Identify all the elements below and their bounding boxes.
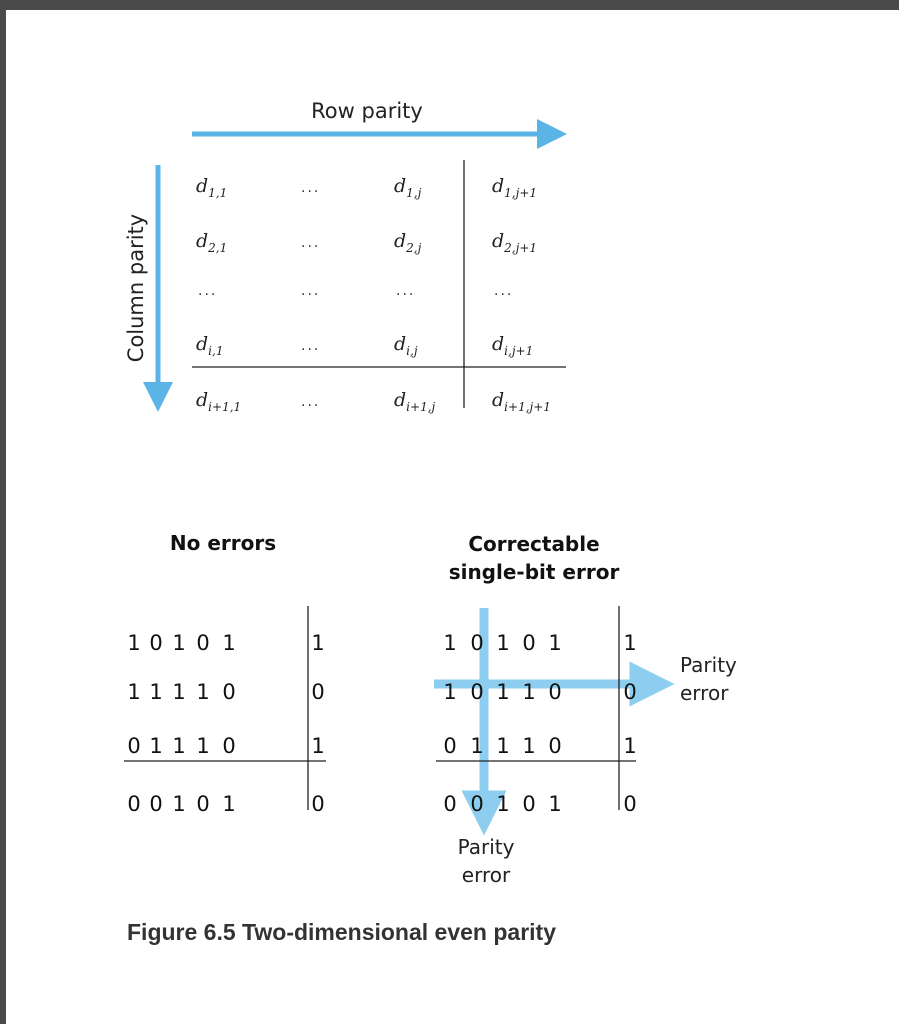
bit-cell: 1 bbox=[127, 680, 141, 704]
correctable-bits bbox=[443, 631, 636, 816]
no-errors-title: No errors bbox=[169, 531, 277, 555]
bit-cell: 0 bbox=[222, 680, 236, 704]
row-parity-error-label-line1: Parity bbox=[680, 653, 737, 677]
matrix-cell: $d_{i+1,1}$ bbox=[196, 389, 242, 414]
ellipsis-cell: ... bbox=[198, 283, 218, 299]
bit-cell: 1 bbox=[443, 631, 457, 655]
bit-cell: 1 bbox=[496, 792, 510, 816]
bit-cell: 0 bbox=[127, 792, 141, 816]
matrix-cell: $d_{i,1}$ bbox=[196, 333, 224, 358]
matrix-cell: $d_{1,1}$ bbox=[196, 175, 228, 200]
row-parity-error-label-line2: error bbox=[680, 681, 729, 705]
bit-cell: 0 bbox=[623, 792, 637, 816]
column-parity-label: Column parity bbox=[124, 213, 148, 363]
bit-cell: 1 bbox=[311, 631, 325, 655]
bit-cell: 0 bbox=[548, 734, 562, 758]
bit-cell: 1 bbox=[496, 734, 510, 758]
bit-cell: 1 bbox=[172, 631, 186, 655]
row-parity-label: Row parity bbox=[311, 99, 423, 123]
top-matrix-cells bbox=[196, 175, 551, 414]
bit-cell: 0 bbox=[149, 631, 163, 655]
bit-cell: 0 bbox=[623, 680, 637, 704]
figure-caption: Figure 6.5 Two-dimensional even parity bbox=[127, 919, 557, 945]
matrix-cell: $d_{2,j}$ bbox=[394, 230, 422, 255]
bit-cell: 1 bbox=[149, 680, 163, 704]
bit-cell: 1 bbox=[196, 680, 210, 704]
correctable-title-line1: Correctable bbox=[468, 532, 600, 556]
bit-cell: 1 bbox=[522, 680, 536, 704]
matrix-cell: $d_{1,j}$ bbox=[394, 175, 422, 200]
bit-cell: 0 bbox=[522, 631, 536, 655]
bit-cell: 1 bbox=[172, 792, 186, 816]
ellipsis-cell: ... bbox=[301, 394, 321, 410]
ellipsis-cell: ... bbox=[301, 338, 321, 354]
bit-cell: 0 bbox=[470, 680, 484, 704]
column-parity-error-label-line2: error bbox=[461, 863, 511, 887]
matrix-cell: $d_{2,j+1}$ bbox=[492, 230, 538, 255]
bit-cell: 1 bbox=[443, 680, 457, 704]
bit-cell: 1 bbox=[496, 631, 510, 655]
bit-cell: 1 bbox=[127, 631, 141, 655]
bit-cell: 0 bbox=[196, 792, 210, 816]
bit-cell: 1 bbox=[311, 734, 325, 758]
matrix-cell: $d_{i+1,j+1}$ bbox=[492, 389, 551, 414]
bit-cell: 0 bbox=[443, 734, 457, 758]
bit-cell: 0 bbox=[311, 792, 325, 816]
matrix-cell: $d_{2,1}$ bbox=[196, 230, 228, 255]
column-parity-error-label-line1: Parity bbox=[457, 835, 515, 859]
correctable-title-line2: single-bit error bbox=[448, 560, 620, 584]
bit-cell: 0 bbox=[522, 792, 536, 816]
bit-cell: 1 bbox=[522, 734, 536, 758]
bit-cell: 1 bbox=[172, 680, 186, 704]
bit-cell: 0 bbox=[470, 631, 484, 655]
matrix-cell: $d_{1,j+1}$ bbox=[492, 175, 538, 200]
ellipsis-cell: ... bbox=[301, 180, 321, 196]
bit-cell: 0 bbox=[196, 631, 210, 655]
figure-svg bbox=[6, 10, 899, 1024]
bit-cell: 0 bbox=[149, 792, 163, 816]
bit-cell: 1 bbox=[470, 734, 484, 758]
matrix-cell: $d_{i+1,j}$ bbox=[394, 389, 436, 414]
bit-cell: 1 bbox=[623, 631, 637, 655]
figure-page bbox=[6, 10, 899, 1024]
no-errors-bits bbox=[127, 631, 324, 816]
bit-cell: 1 bbox=[172, 734, 186, 758]
bit-cell: 1 bbox=[623, 734, 637, 758]
ellipsis-cell: ... bbox=[494, 283, 514, 299]
matrix-cell: $d_{i,j}$ bbox=[394, 333, 418, 358]
bit-cell: 0 bbox=[470, 792, 484, 816]
matrix-cell: $d_{i,j+1}$ bbox=[492, 333, 534, 358]
ellipsis-cell: ... bbox=[396, 283, 416, 299]
bit-cell: 0 bbox=[222, 734, 236, 758]
bit-cell: 1 bbox=[548, 631, 562, 655]
bit-cell: 0 bbox=[443, 792, 457, 816]
bit-cell: 1 bbox=[548, 792, 562, 816]
bit-cell: 1 bbox=[149, 734, 163, 758]
bit-cell: 1 bbox=[496, 680, 510, 704]
bit-cell: 0 bbox=[311, 680, 325, 704]
bit-cell: 1 bbox=[196, 734, 210, 758]
bit-cell: 0 bbox=[548, 680, 562, 704]
bit-cell: 1 bbox=[222, 792, 236, 816]
ellipsis-cell: ... bbox=[301, 283, 321, 299]
ellipsis-cell: ... bbox=[301, 235, 321, 251]
bit-cell: 1 bbox=[222, 631, 236, 655]
bit-cell: 0 bbox=[127, 734, 141, 758]
